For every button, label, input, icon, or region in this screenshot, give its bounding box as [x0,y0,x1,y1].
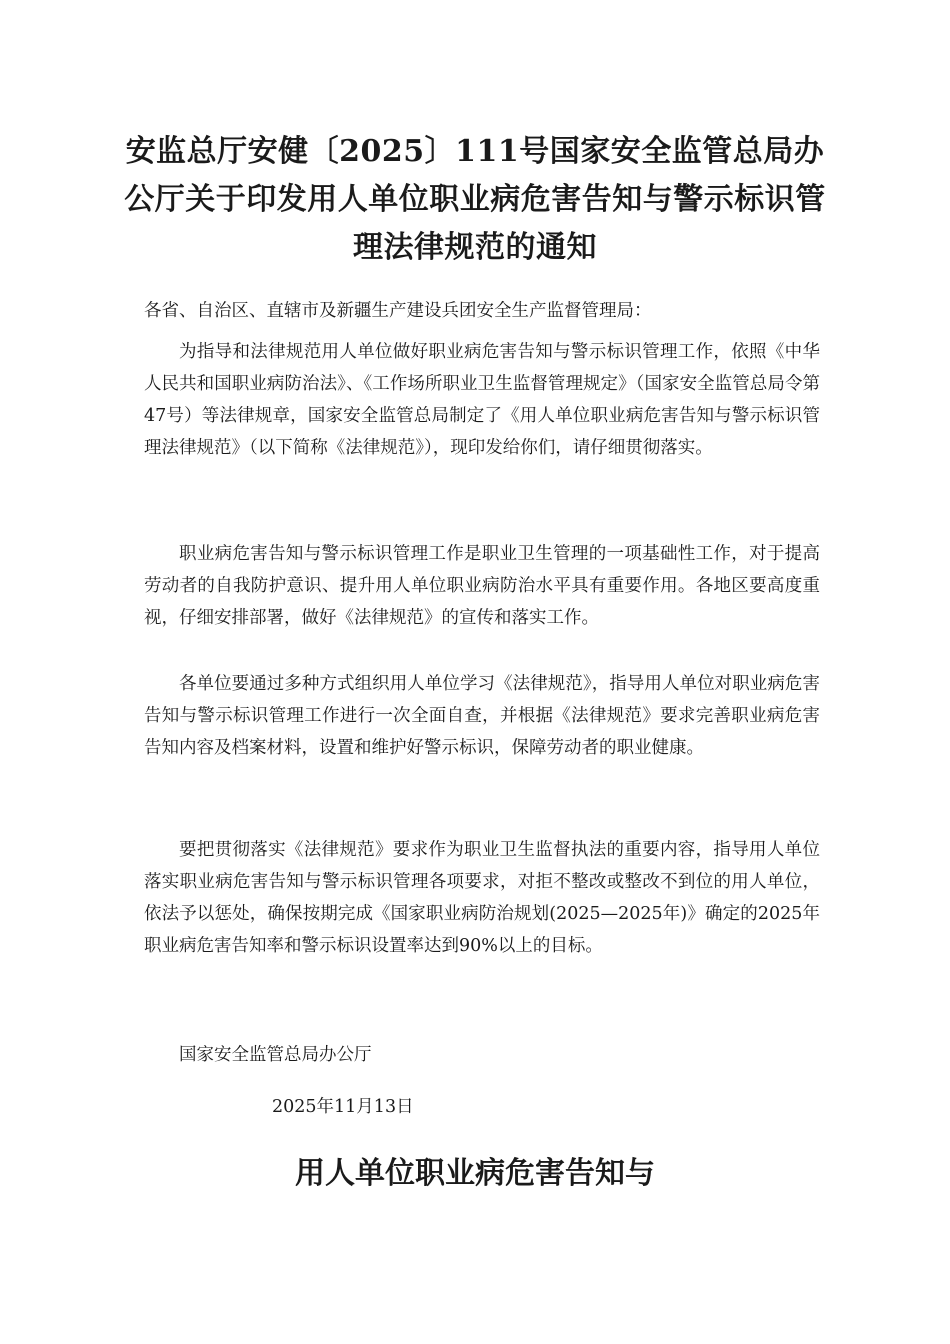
salutation: 各省、自治区、直辖市及新疆生产建设兵团安全生产监督管理局： [144,301,652,321]
body-paragraph-3: 各单位要通过多种方式组织用人单位学习《法律规范》，指导用人单位对职业病危害告知与警示标识管理工作进行一次全面自查，并根据《法律规范》要求完善职业病危害告知内容及档案材料，设置和维护好警示标识，保障劳动者的职业健康。 [144,674,820,758]
section-title: 用人单位职业病危害告知与 [295,1156,655,1191]
issuer-signature: 国家安全监管总局办公厅 [179,1045,372,1065]
body-paragraph-4: 要把贯彻落实《法律规范》要求作为职业卫生监督执法的重要内容，指导用人单位落实职业病危害告知与警示标识管理各项要求，对拒不整改或整改不到位的用人单位，依法予以惩处，确保按期完成《国家职业病防治规划(2025—2025年)》确定的2025年职业病危害告知率和警示标识设置率达到90%以上的目标。 [144,840,820,956]
body-paragraph-1: 为指导和法律规范用人单位做好职业病危害告知与警示标识管理工作，依照《中华人民共和国职业病防治法》、《工作场所职业卫生监督管理规定》（国家安全监管总局令第47号）等法律规章，国家安全监管总局制定了《用人单位职业病危害告知与警示标识管理法律规范》（以下简称《法律规范》），现印发给你们，请仔细贯彻落实。 [144,342,820,458]
document-title: 安监总厅安健〔2025〕111号国家安全监管总局办公厅关于印发用人单位职业病危害告知与警示标识管理法律规范的通知 [124,134,826,265]
body-paragraph-2: 职业病危害告知与警示标识管理工作是职业卫生管理的一项基础性工作，对于提高劳动者的自我防护意识、提升用人单位职业病防治水平具有重要作用。各地区要高度重视，仔细安排部署，做好《法律规范》的宣传和落实工作。 [144,544,820,628]
issue-date: 2025年11月13日 [272,1097,414,1117]
